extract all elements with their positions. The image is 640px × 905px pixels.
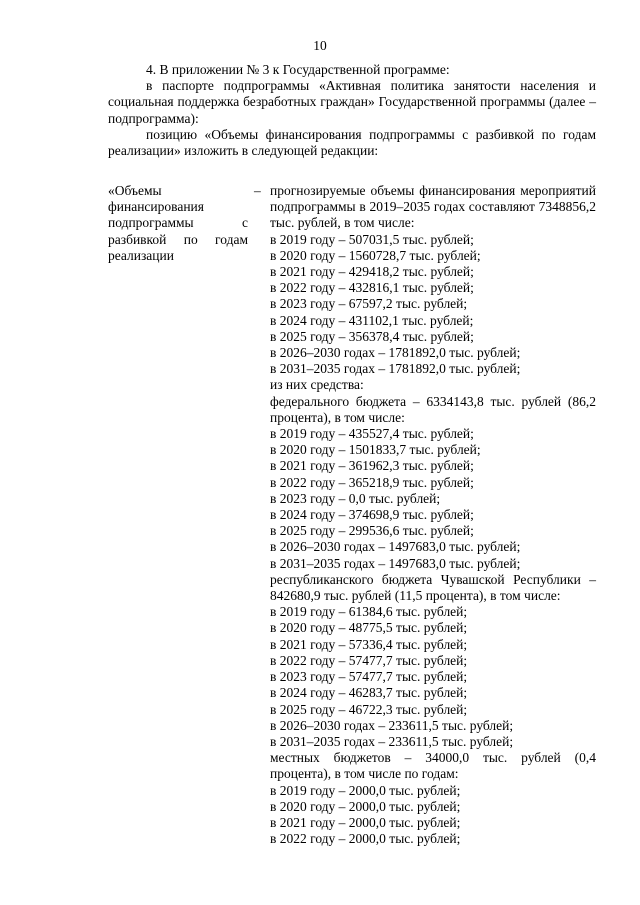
list-item: в 2026–2030 годах – 1497683,0 тыс. рублей; [270, 539, 521, 555]
list-item: в 2020 году – 2000,0 тыс. рублей; [270, 798, 461, 814]
of-which-label: из них средства: [270, 377, 364, 393]
intro-paragraph-3: позицию «Объемы финансирования подпрограммы с разбивкой по годам реализации» изложить в следующей редакции: [108, 126, 596, 159]
list-item: в 2026–2030 годах – 233611,5 тыс. рублей; [270, 717, 514, 733]
list-item: в 2022 году – 57477,7 тыс. рублей; [270, 652, 468, 668]
intro-paragraph-1: 4. В приложении № 3 к Государственной программе: [146, 62, 450, 77]
position-label: «Объемы финансирования подпрограммы с разбивкой по годам реализации [108, 183, 248, 263]
list-item: в 2031–2035 годах – 233611,5 тыс. рублей; [270, 733, 514, 749]
list-item: в 2024 году – 46283,7 тыс. рублей; [270, 685, 468, 701]
list-item: в 2023 году – 0,0 тыс. рублей; [270, 490, 441, 506]
local-budget: местных бюджетов – 34000,0 тыс. рублей (0,4 процента), в том числе по годам: [270, 750, 596, 782]
list-item: в 2019 году – 61384,6 тыс. рублей; [270, 604, 468, 620]
list-item: в 2020 году – 48775,5 тыс. рублей; [270, 620, 468, 636]
total-financing: прогнозируемые объемы финансирования мероприятий подпрограммы в 2019–2035 годах составляют 7348856,2 тыс. рублей, в том числе: [270, 183, 596, 231]
list-item: в 2021 году – 2000,0 тыс. рублей; [270, 814, 461, 830]
list-item: в 2026–2030 годах – 1781892,0 тыс. рублей; [270, 345, 521, 361]
list-item: в 2023 году – 67597,2 тыс. рублей; [270, 296, 468, 312]
list-item: в 2019 году – 507031,5 тыс. рублей; [270, 231, 474, 247]
list-item: в 2031–2035 годах – 1781892,0 тыс. рублей; [270, 361, 521, 377]
list-item: в 2020 году – 1501833,7 тыс. рублей; [270, 442, 481, 458]
list-item: в 2021 году – 57336,4 тыс. рублей; [270, 636, 468, 652]
list-item: в 2019 году – 2000,0 тыс. рублей; [270, 782, 461, 798]
list-item: в 2023 году – 57477,7 тыс. рублей; [270, 669, 468, 685]
financing-details [270, 183, 596, 847]
federal-budget: федерального бюджета – 6334143,8 тыс. рублей (86,2 процента), в том числе: [270, 393, 596, 425]
dash-separator: – [254, 183, 261, 198]
list-item: в 2031–2035 годах – 1497683,0 тыс. рублей; [270, 555, 521, 571]
list-item: в 2022 году – 365218,9 тыс. рублей; [270, 474, 474, 490]
list-item: в 2021 году – 361962,3 тыс. рублей; [270, 458, 474, 474]
list-item: в 2024 году – 431102,1 тыс. рублей; [270, 312, 474, 328]
republic-budget: республиканского бюджета Чувашской Республики – 842680,9 тыс. рублей (11,5 процента), в том числе: [270, 571, 596, 604]
list-item: в 2025 году – 46722,3 тыс. рублей; [270, 701, 468, 717]
federal-years-list [270, 426, 596, 572]
list-item: в 2024 году – 374698,9 тыс. рублей; [270, 507, 474, 523]
list-item: в 2020 году – 1560728,7 тыс. рублей; [270, 247, 481, 263]
local-years-list [270, 783, 596, 848]
list-item: в 2022 году – 432816,1 тыс. рублей; [270, 280, 474, 296]
intro-paragraph-2: в паспорте подпрограммы «Активная политика занятости населения и социальная поддержка безработных граждан» Государственной программы (далее – подпрограмма): [108, 78, 596, 126]
list-item: в 2022 году – 2000,0 тыс. рублей; [270, 831, 461, 847]
page-number: 10 [313, 38, 327, 53]
list-item: в 2019 году – 435527,4 тыс. рублей; [270, 426, 474, 442]
list-item: в 2025 году – 356378,4 тыс. рублей; [270, 328, 474, 344]
list-item: в 2021 году – 429418,2 тыс. рублей; [270, 264, 474, 280]
list-item: в 2025 году – 299536,6 тыс. рублей; [270, 523, 474, 539]
intro-section [108, 62, 596, 159]
republic-years-list [270, 604, 596, 750]
total-years-list [270, 232, 596, 378]
